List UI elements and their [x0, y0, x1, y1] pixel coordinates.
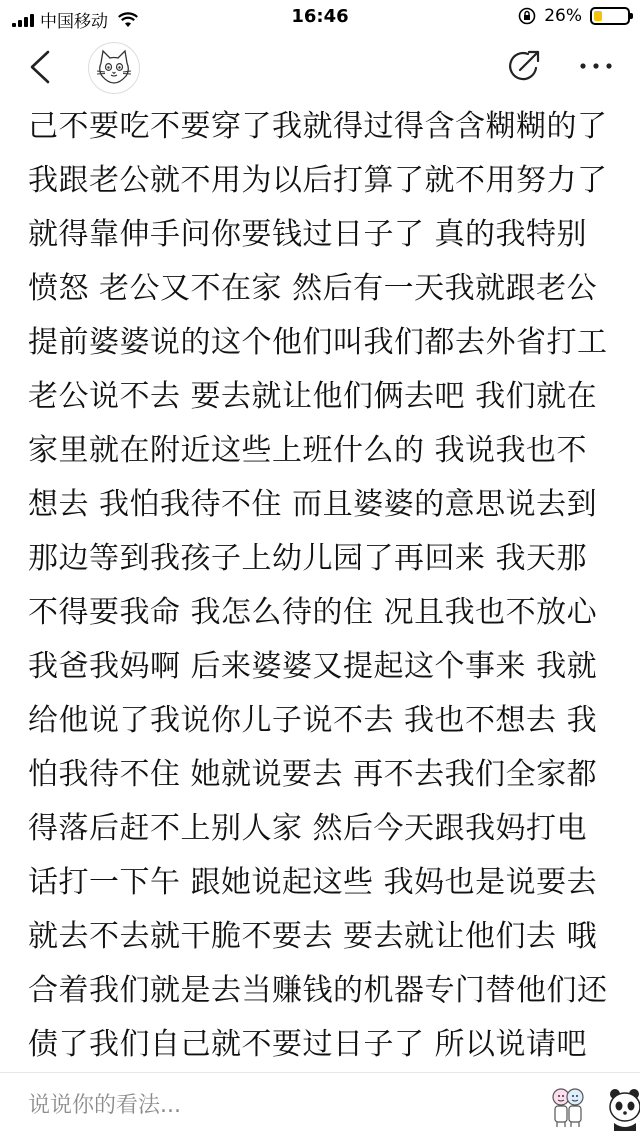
battery-fill — [594, 11, 602, 21]
carrier-label: 中国移动 — [40, 12, 108, 32]
share-button[interactable] — [506, 48, 542, 84]
post-text-line: 债了我们自己就不要过日子了 所以说请吧 — [28, 1027, 588, 1062]
rotation-lock-icon — [518, 7, 536, 25]
couple-sticker-icon[interactable] — [548, 1083, 588, 1129]
post-text-line: 老公说不去 要去就让他们俩去吧 我们就在 — [28, 379, 598, 414]
post-text-line: 想去 我怕我待不住 而且婆婆的意思说去到 — [28, 487, 598, 522]
status-bar — [0, 0, 640, 34]
more-button[interactable] — [576, 56, 616, 76]
status-time: 16:46 — [291, 6, 349, 27]
post-text-line: 合着我们就是去当赚钱的机器专门替他们还 — [28, 973, 608, 1008]
post-text-line: 家里就在附近这些上班什么的 我说我也不 — [28, 433, 588, 468]
status-right — [518, 6, 630, 26]
comment-input[interactable]: 说说你的看法... — [28, 1093, 181, 1118]
post-text-line: 愤怒 老公又不在家 然后有一天我就跟老公 — [28, 271, 598, 306]
post-text-line: 得落后赶不上别人家 然后今天跟我妈打电 — [28, 811, 588, 846]
bottom-bar — [0, 1072, 640, 1139]
post-text-line: 我爸我妈啊 后来婆婆又提起这个事来 我就 — [28, 649, 598, 684]
post-text-line: 我跟老公就不用为以后打算了就不用努力了 — [28, 163, 608, 198]
post-text-line: 不得要我命 我怎么待的住 况且我也不放心 — [28, 595, 598, 630]
panda-sticker-icon[interactable] — [606, 1085, 640, 1131]
cat-avatar-icon — [89, 43, 139, 93]
post-text-line: 话打一下午 跟她说起这些 我妈也是说要去 — [28, 865, 598, 900]
author-avatar[interactable] — [88, 42, 140, 94]
post-text-line: 就得靠伸手问你要钱过日子了 真的我特别 — [28, 217, 588, 252]
battery-cap — [630, 13, 633, 19]
post-text-line: 就去不去就干脆不要去 要去就让他们去 哦 — [28, 919, 598, 954]
post-text-line: 己不要吃不要穿了我就得过得含含糊糊的了 — [28, 109, 608, 144]
post-text-line: 提前婆婆说的这个他们叫我们都去外省打工 — [28, 325, 608, 360]
nav-bar — [0, 34, 640, 100]
post-text-line: 那边等到我孩子上幼儿园了再回来 我天那 — [28, 541, 588, 576]
post-content — [28, 100, 620, 1072]
battery-percent: 26% — [544, 6, 582, 26]
post-text-line: 给他说了我说你儿子说不去 我也不想去 我 — [28, 703, 598, 738]
battery-icon — [590, 7, 630, 25]
post-text-line: 怕我待不住 她就说要去 再不去我们全家都 — [28, 757, 598, 792]
back-button[interactable] — [24, 48, 58, 86]
